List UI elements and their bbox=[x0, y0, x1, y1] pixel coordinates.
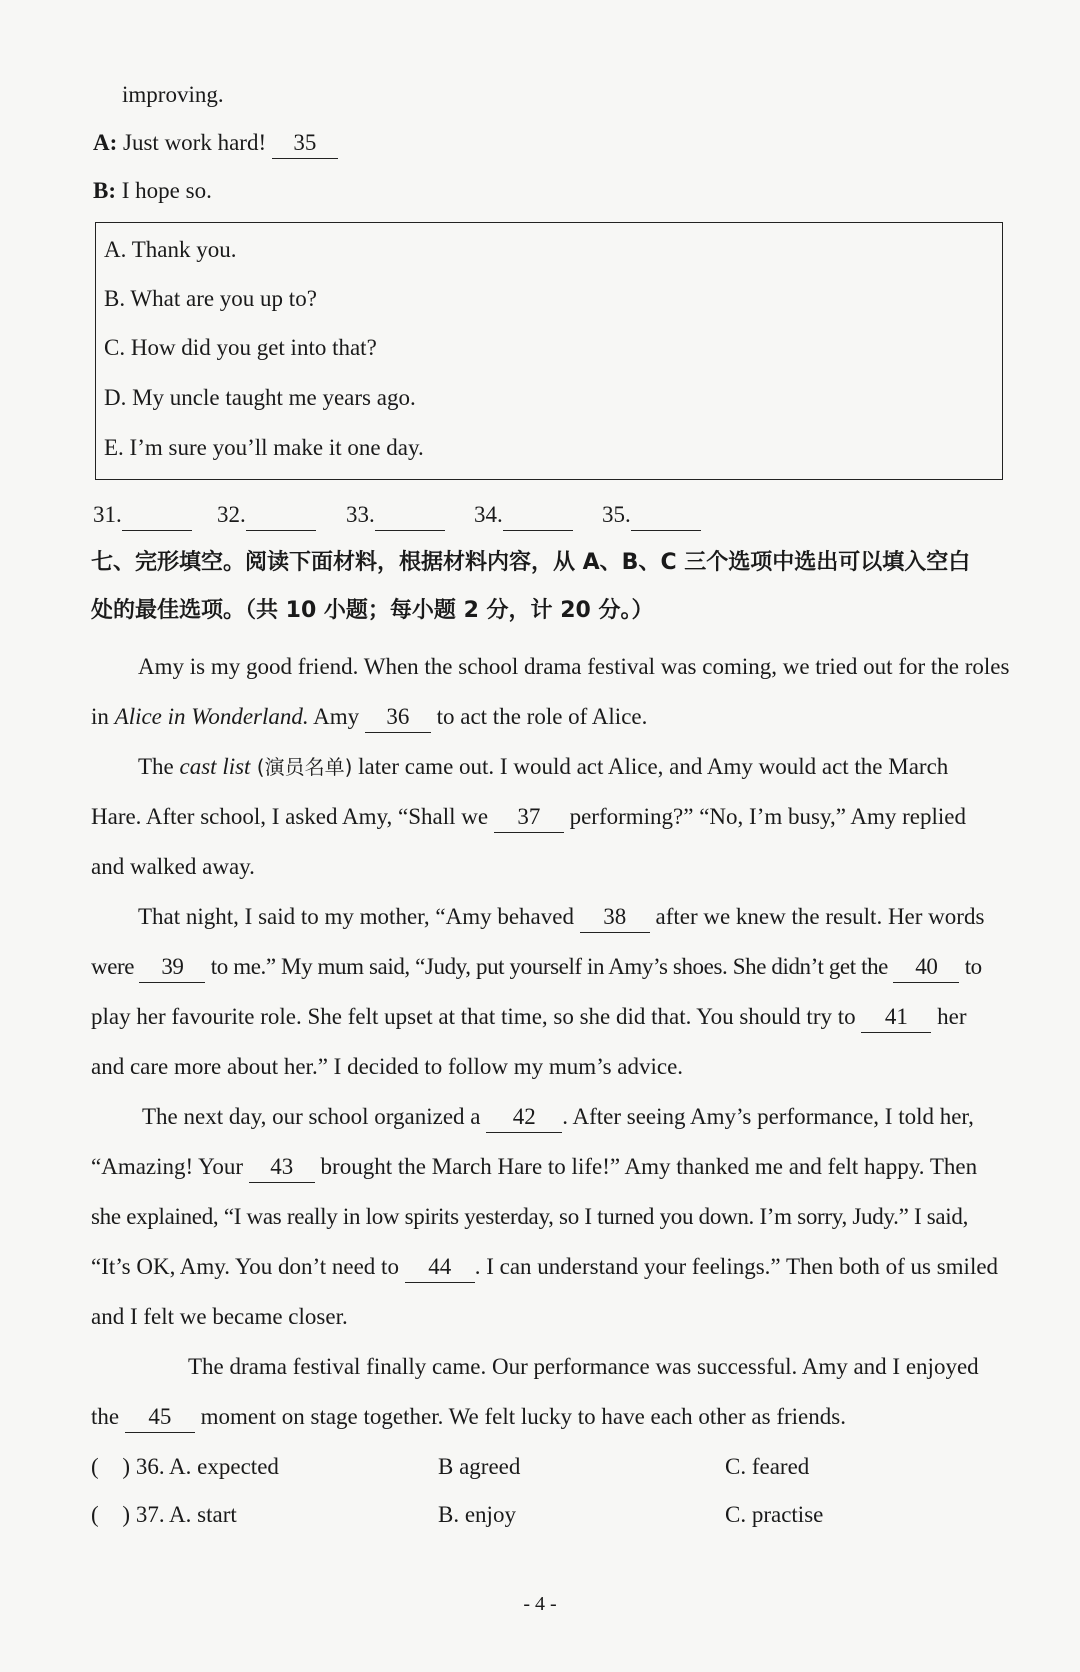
options-box bbox=[95, 222, 1003, 480]
passage-p2-line2 bbox=[91, 802, 966, 833]
text-run: the bbox=[91, 1404, 125, 1429]
passage-p2-line3: and walked away. bbox=[91, 854, 255, 879]
option-a: A. Thank you. bbox=[104, 237, 237, 262]
answer-slot-34[interactable] bbox=[474, 500, 573, 531]
text-run: after we knew the result. Her words bbox=[649, 904, 985, 929]
answer-blank[interactable] bbox=[503, 500, 573, 531]
option-b: B. What are you up to? bbox=[104, 286, 317, 311]
answer-paren[interactable]: ( bbox=[91, 1454, 99, 1479]
answer-slot-32[interactable] bbox=[217, 500, 316, 531]
section-heading-line1: 七、完形填空。阅读下面材料，根据材料内容，从 A、B、C 三个选项中选出可以填入空白 bbox=[91, 550, 971, 575]
text-run: moment on stage together. We felt lucky to have each other as friends. bbox=[194, 1404, 846, 1429]
passage-p2-line1 bbox=[138, 752, 948, 782]
text-run: to bbox=[959, 954, 982, 979]
answer-slot-35[interactable] bbox=[602, 500, 701, 531]
text-run: Hare. After school, I asked Amy, “Shall we bbox=[91, 804, 494, 829]
answer-blank[interactable] bbox=[246, 500, 316, 531]
passage-p3-line1 bbox=[138, 902, 984, 933]
dialogue-a-text: Just work hard! bbox=[123, 130, 267, 155]
blank-40[interactable]: 40 bbox=[893, 952, 959, 983]
blank-43[interactable]: 43 bbox=[249, 1152, 315, 1183]
answer-blank[interactable] bbox=[375, 500, 445, 531]
option-c: C. How did you get into that? bbox=[104, 335, 377, 360]
text-run: That night, I said to my mother, “Amy behaved bbox=[138, 904, 580, 929]
text-run: in bbox=[91, 704, 115, 729]
text-run: her bbox=[931, 1004, 967, 1029]
answer-paren[interactable]: ( bbox=[91, 1502, 99, 1527]
passage-p3-line3 bbox=[91, 1002, 967, 1033]
question-36-option-b: B agreed bbox=[438, 1454, 521, 1479]
dialogue-b-text: I hope so. bbox=[121, 178, 212, 203]
answer-slot-33[interactable] bbox=[346, 500, 445, 531]
passage-p5-line2 bbox=[91, 1402, 846, 1433]
answer-slot-31[interactable] bbox=[93, 500, 192, 531]
text-run: Amy bbox=[308, 704, 365, 729]
dialogue-line-a bbox=[93, 128, 338, 159]
answer-slot-label: 34. bbox=[474, 502, 503, 527]
option-d: D. My uncle taught me years ago. bbox=[104, 385, 416, 410]
question-36 bbox=[91, 1452, 279, 1482]
blank-44[interactable]: 44 bbox=[405, 1252, 475, 1283]
blank-39[interactable]: 39 bbox=[139, 952, 205, 983]
term: cast list bbox=[179, 754, 251, 779]
text-run: were bbox=[91, 954, 140, 979]
text-run: to act the role of Alice. bbox=[430, 704, 648, 729]
page-number: - 4 - bbox=[523, 1593, 557, 1615]
option-a: ) 36. A. expected bbox=[122, 1454, 279, 1479]
text-run: The next day, our school organized a bbox=[142, 1104, 487, 1129]
text-run: performing?” “No, I’m busy,” Amy replied bbox=[563, 804, 966, 829]
text-run: play her favourite role. She felt upset at that time, so she did that. You should try to bbox=[91, 1004, 862, 1029]
passage-p4-line1 bbox=[142, 1102, 974, 1133]
speaker-b: B: bbox=[93, 178, 116, 203]
answer-slot-label: 35. bbox=[602, 502, 631, 527]
text-run: . After seeing Amy’s performance, I told her, bbox=[562, 1104, 974, 1129]
passage-p1-line1: Amy is my good friend. When the school drama festival was coming, we tried out for the roles bbox=[138, 654, 1010, 679]
passage-p3-line2 bbox=[91, 952, 982, 983]
section-heading-line2: 处的最佳选项。（共 10 小题；每小题 2 分，计 20 分。） bbox=[91, 598, 654, 623]
blank-42[interactable]: 42 bbox=[486, 1102, 562, 1133]
passage-p1-line2 bbox=[91, 702, 647, 733]
speaker-a: A: bbox=[93, 130, 118, 155]
blank-38[interactable]: 38 bbox=[580, 902, 650, 933]
blank-36[interactable]: 36 bbox=[365, 702, 431, 733]
question-36-option-c: C. feared bbox=[725, 1454, 810, 1479]
passage-p4-line4 bbox=[91, 1252, 998, 1283]
option-a: ) 37. A. start bbox=[122, 1502, 237, 1527]
blank-41[interactable]: 41 bbox=[861, 1002, 931, 1033]
passage-p5-line1: The drama festival finally came. Our performance was successful. Amy and I enjoyed bbox=[188, 1354, 979, 1379]
question-37-option-c: C. practise bbox=[725, 1502, 824, 1527]
passage-p4-line5: and I felt we became closer. bbox=[91, 1304, 348, 1329]
blank-45[interactable]: 45 bbox=[125, 1402, 195, 1433]
text-run: “Amazing! Your bbox=[91, 1154, 249, 1179]
text-run: to me.” My mum said, “Judy, put yourself in Amy’s shoes. She didn’t get the bbox=[205, 954, 894, 979]
text-run: The bbox=[138, 754, 180, 779]
passage-p3-line4: and care more about her.” I decided to follow my mum’s advice. bbox=[91, 1054, 684, 1079]
passage-p4-line3: she explained, “I was really in low spirits yesterday, so I turned you down. I’m sorry, Judy.” I said, bbox=[91, 1204, 969, 1229]
answer-slot-label: 33. bbox=[346, 502, 375, 527]
answer-slot-label: 31. bbox=[93, 502, 122, 527]
dialogue-line-b bbox=[93, 176, 212, 206]
dialogue-continuation: improving. bbox=[122, 82, 224, 107]
answer-blank[interactable] bbox=[631, 500, 701, 531]
answer-slot-label: 32. bbox=[217, 502, 246, 527]
question-37 bbox=[91, 1500, 237, 1530]
blank-37[interactable]: 37 bbox=[494, 802, 564, 833]
text-run: later came out. I would act Alice, and Amy would act the March bbox=[352, 754, 949, 779]
text-run: “It’s OK, Amy. You don’t need to bbox=[91, 1254, 405, 1279]
text-run: brought the March Hare to life!” Amy thanked me and felt happy. Then bbox=[314, 1154, 978, 1179]
text-run: . I can understand your feelings.” Then both of us smiled bbox=[474, 1254, 999, 1279]
question-37-option-b: B. enjoy bbox=[438, 1502, 516, 1527]
blank-35[interactable]: 35 bbox=[272, 128, 338, 159]
passage-p4-line2 bbox=[91, 1152, 977, 1183]
option-e: E. I’m sure you’ll make it one day. bbox=[104, 435, 424, 460]
chinese-gloss: (演员名单) bbox=[250, 755, 353, 779]
answer-blank[interactable] bbox=[122, 500, 192, 531]
book-title: Alice in Wonderland. bbox=[114, 704, 309, 729]
